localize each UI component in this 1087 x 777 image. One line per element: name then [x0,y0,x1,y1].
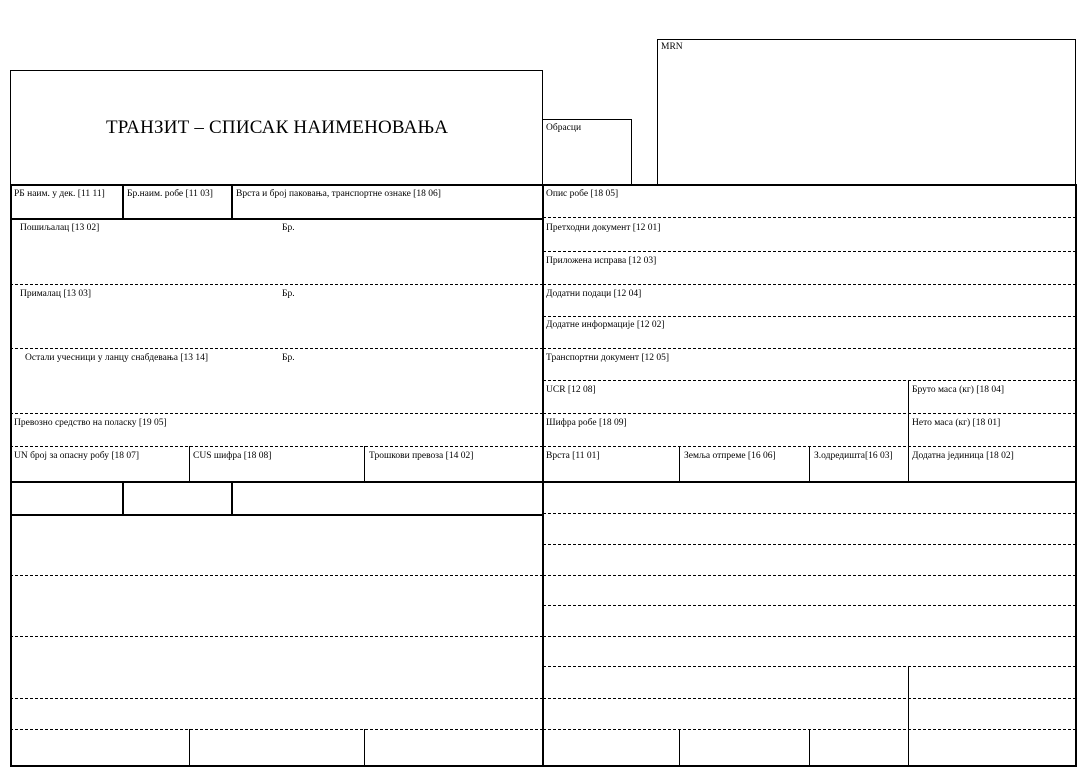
blank-divider-goods-item [231,481,233,515]
blank-line-r2 [543,544,1076,545]
un-number-label: UN број за опасну робу [18 07] [14,451,140,461]
goods-item-no-label: Бр.наим. робе [11 03] [127,189,213,199]
cus-code-label: CUS шифра [18 08] [193,451,272,461]
grid-center-divider [542,184,544,767]
item-separator [10,481,1077,483]
blank-divider-un-cus [189,729,190,766]
country-destination-label: З.одредишта[16 03] [814,451,893,461]
divider-un-cus [189,446,190,482]
form-title: ТРАНЗИТ – СПИСАК НАИМЕНОВАЊА [106,117,449,138]
line-after-item-header [10,218,543,220]
mrn-box[interactable] [657,39,1076,185]
net-mass-label: Нето маса (кг) [18 01] [912,418,1001,428]
blank-line-r6 [543,666,1076,667]
transport-document-label: Транспортни документ [12 05] [546,353,670,363]
country-dispatch-label: Земља отпреме [16 06] [684,451,776,461]
divider-dispatch-destination [809,446,810,482]
divider-cus-costs [364,446,365,482]
line-additional-information [543,348,1076,349]
divider-procedure-dispatch [679,446,680,482]
line-consignor [10,284,543,285]
line-transport-document [543,380,1076,381]
consignor-label: Пошиљалац [13 02] [20,223,100,233]
ucr-label: UCR [12 08] [546,385,596,395]
other-actors-label: Остали учесници у ланцу снабдевања [13 14] [25,353,209,363]
line-goods-description [543,217,1076,218]
divider-goods-item [231,184,233,219]
blank-divider-ucr-gross [908,666,909,730]
blank-divider-destination-units [908,729,909,766]
blank-line-r1 [543,513,1076,514]
mrn-label: MRN [661,42,683,52]
blank-divider-dispatch-destination [809,729,810,766]
supplementary-units-label: Додатна јединица [18 02] [912,451,1014,461]
item-no-decl-label: РБ наим. у дек. [11 11] [14,189,105,199]
blank-divider-cus-costs [364,729,365,766]
blank-line-r4 [543,605,1076,606]
commodity-code-label: Шифра робе [18 09] [546,418,627,428]
blank-line-after-item-header [10,514,543,516]
additional-reference-label: Додатни подаци [12 04] [546,289,642,299]
divider-item-no [122,184,124,219]
transport-departure-label: Превозно средство на поласку [19 05] [14,418,167,428]
other-actors-no-label: Бр. [282,353,295,363]
blank-line-consignee [10,636,543,637]
consignor-no-label: Бр. [282,223,295,233]
procedure-label: Врста [11 01] [546,451,600,461]
blank-line-r7 [543,698,1076,699]
forms-label: Обрасци [546,123,582,133]
consignee-no-label: Бр. [282,289,295,299]
divider-ucr-gross [908,380,909,481]
line-consignee [10,348,543,349]
gross-mass-label: Бруто маса (кг) [18 04] [912,385,1004,395]
transport-costs-label: Трошкови превоза [14 02] [369,451,474,461]
line-ucr [543,413,1076,414]
line-transport-departure [10,446,543,447]
blank-divider-procedure-dispatch [679,729,680,766]
blank-line-r3 [543,575,1076,576]
grid-left-border [10,184,12,767]
supporting-document-label: Приложена исправа [12 03] [546,256,657,266]
grid-right-border [1075,184,1077,767]
previous-document-label: Претходни документ [12 01] [546,223,661,233]
blank-divider-item-no [122,481,124,515]
packages-label: Врста и број паковања, транспортне ознаке [18 06] [236,189,441,199]
line-supporting-document [543,284,1076,285]
consignee-label: Прималац [13 03] [20,289,92,299]
blank-line-other-actors [10,698,543,699]
blank-line-r5 [543,636,1076,637]
additional-information-label: Додатне информације [12 02] [546,320,665,330]
blank-line-consignor [10,575,543,576]
line-other-actors [10,413,543,414]
line-previous-document [543,251,1076,252]
line-additional-reference [543,316,1076,317]
blank-line-transport-departure [10,729,543,730]
goods-description-label: Опис робе [18 05] [546,189,619,199]
